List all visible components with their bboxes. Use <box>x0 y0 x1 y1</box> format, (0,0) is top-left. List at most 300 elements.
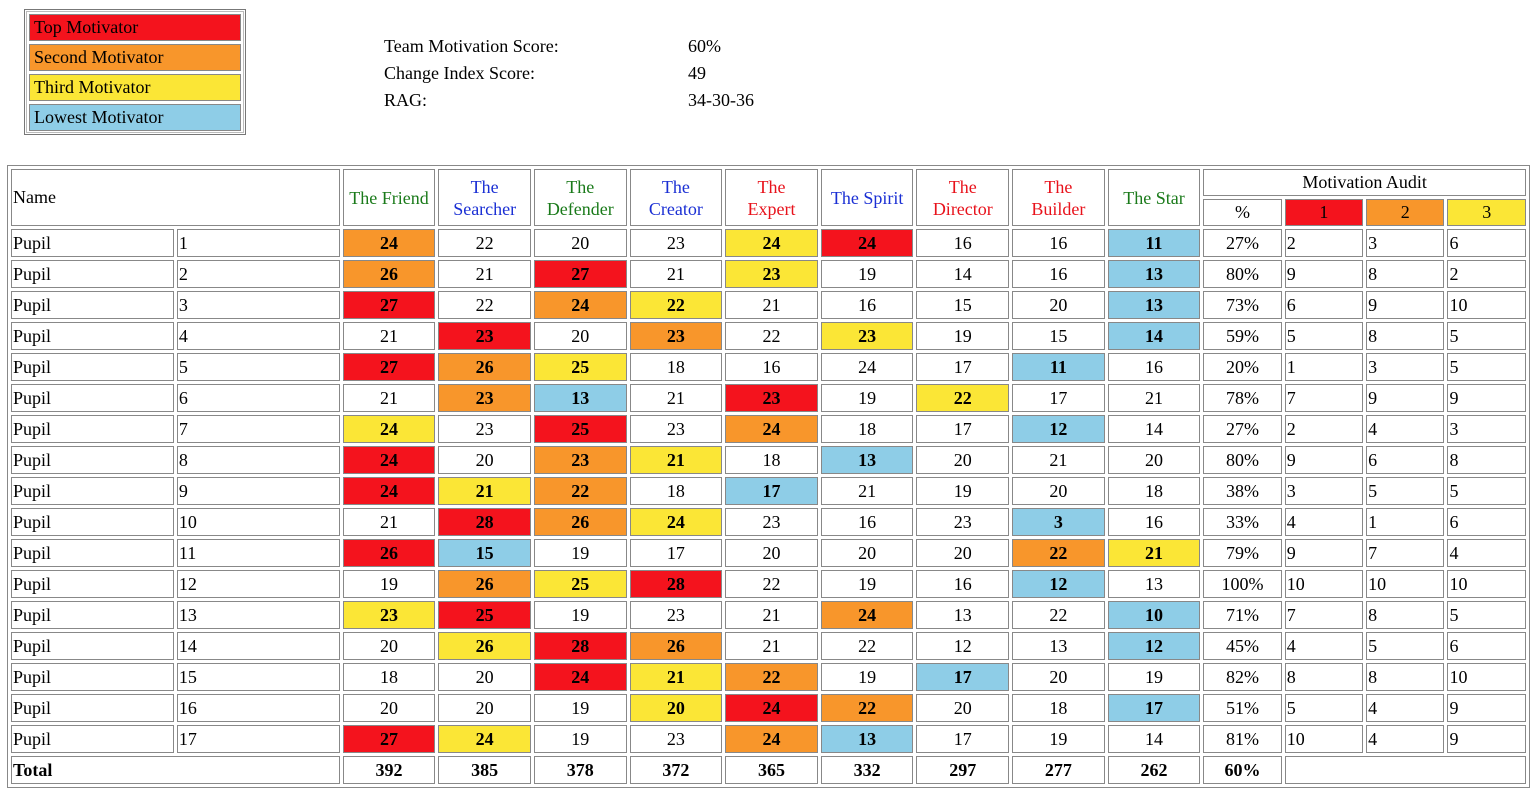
audit-1-cell: 4 <box>1285 508 1363 536</box>
score-cell-star: 14 <box>1108 725 1201 753</box>
score-cell-director: 20 <box>916 539 1009 567</box>
header-builder <box>1012 169 1105 226</box>
audit-1-cell: 10 <box>1285 725 1363 753</box>
audit-3-cell: 3 <box>1447 415 1526 443</box>
audit-3-cell: 9 <box>1447 725 1526 753</box>
table-row <box>11 508 1526 536</box>
score-cell-expert: 23 <box>725 508 818 536</box>
audit-1-cell: 7 <box>1285 601 1363 629</box>
score-cell-defender: 13 <box>534 384 627 412</box>
score-cell-creator: 20 <box>630 694 723 722</box>
score-cell-defender: 19 <box>534 725 627 753</box>
table-row <box>11 539 1526 567</box>
audit-2-cell: 10 <box>1366 570 1444 598</box>
change-index-score-label: Change Index Score: <box>384 63 535 83</box>
score-cell-creator: 23 <box>630 322 723 350</box>
score-cell-defender: 22 <box>534 477 627 505</box>
score-cell-creator: 21 <box>630 384 723 412</box>
total-spirit: 332 <box>821 756 914 784</box>
audit-1-cell: 2 <box>1285 229 1363 257</box>
score-cell-builder: 11 <box>1012 353 1105 381</box>
score-cell-defender: 27 <box>534 260 627 288</box>
rag-value: 34-30-36 <box>688 90 754 110</box>
score-cell-spirit: 24 <box>821 229 914 257</box>
pupil-name-cell: Pupil <box>11 291 174 319</box>
audit-1-cell: 6 <box>1285 291 1363 319</box>
score-cell-star: 18 <box>1108 477 1201 505</box>
score-cell-builder: 16 <box>1012 229 1105 257</box>
audit-percent-cell: 71% <box>1203 601 1281 629</box>
pupil-number-cell: 2 <box>177 260 340 288</box>
audit-3-cell: 2 <box>1447 260 1526 288</box>
table-row <box>11 322 1526 350</box>
audit-percent-cell: 100% <box>1203 570 1281 598</box>
header-builder-line1: The <box>1044 176 1073 197</box>
pupil-name-cell: Pupil <box>11 508 174 536</box>
score-cell-director: 14 <box>916 260 1009 288</box>
score-cell-spirit: 19 <box>821 570 914 598</box>
table-row <box>11 694 1526 722</box>
table-row <box>11 353 1526 381</box>
score-cell-friend: 24 <box>343 477 436 505</box>
header-director <box>916 169 1009 226</box>
score-cell-director: 17 <box>916 415 1009 443</box>
score-cell-spirit: 19 <box>821 384 914 412</box>
header-creator-line1: The <box>661 176 690 197</box>
table-row <box>11 446 1526 474</box>
score-cell-defender: 28 <box>534 632 627 660</box>
score-cell-director: 12 <box>916 632 1009 660</box>
score-cell-star: 12 <box>1108 632 1201 660</box>
score-cell-builder: 18 <box>1012 694 1105 722</box>
score-cell-director: 20 <box>916 446 1009 474</box>
audit-percent-cell: 78% <box>1203 384 1281 412</box>
table-row <box>11 415 1526 443</box>
motivation-audit-header: Motivation Audit <box>1203 169 1526 196</box>
pupil-name-cell: Pupil <box>11 260 174 288</box>
audit-3-cell: 10 <box>1447 291 1526 319</box>
score-cell-star: 13 <box>1108 260 1201 288</box>
score-cell-expert: 22 <box>725 663 818 691</box>
audit-3-cell: 5 <box>1447 601 1526 629</box>
score-cell-star: 14 <box>1108 415 1201 443</box>
score-cell-searcher: 24 <box>438 725 531 753</box>
score-cell-spirit: 22 <box>821 694 914 722</box>
audit-percent-cell: 45% <box>1203 632 1281 660</box>
score-cell-director: 22 <box>916 384 1009 412</box>
audit-1-cell: 8 <box>1285 663 1363 691</box>
audit-percent-cell: 33% <box>1203 508 1281 536</box>
score-cell-searcher: 21 <box>438 260 531 288</box>
audit-2-cell: 8 <box>1366 663 1444 691</box>
score-cell-defender: 25 <box>534 415 627 443</box>
audit-1-cell: 9 <box>1285 446 1363 474</box>
audit-2-cell: 1 <box>1366 508 1444 536</box>
team-motivation-score-row <box>384 33 754 60</box>
pupil-name-cell: Pupil <box>11 415 174 443</box>
audit-1-cell: 5 <box>1285 694 1363 722</box>
header-friend <box>343 169 436 226</box>
score-cell-searcher: 21 <box>438 477 531 505</box>
audit-percent-cell: 82% <box>1203 663 1281 691</box>
score-cell-friend: 20 <box>343 694 436 722</box>
table-row <box>11 260 1526 288</box>
score-cell-director: 13 <box>916 601 1009 629</box>
score-cell-builder: 17 <box>1012 384 1105 412</box>
score-cell-searcher: 26 <box>438 632 531 660</box>
score-cell-defender: 20 <box>534 229 627 257</box>
score-cell-defender: 19 <box>534 694 627 722</box>
header-director-line1: The <box>948 176 977 197</box>
table-row <box>11 384 1526 412</box>
pupil-name-cell: Pupil <box>11 601 174 629</box>
audit-1-cell: 9 <box>1285 539 1363 567</box>
score-cell-star: 19 <box>1108 663 1201 691</box>
pupil-name-cell: Pupil <box>11 446 174 474</box>
audit-3-cell: 5 <box>1447 322 1526 350</box>
pupil-name-cell: Pupil <box>11 353 174 381</box>
score-cell-star: 14 <box>1108 322 1201 350</box>
legend-lowest-motivator: Lowest Motivator <box>29 104 241 131</box>
table-row <box>11 632 1526 660</box>
score-cell-friend: 24 <box>343 229 436 257</box>
score-summary <box>384 33 754 114</box>
score-cell-creator: 23 <box>630 415 723 443</box>
total-expert: 365 <box>725 756 818 784</box>
score-cell-spirit: 23 <box>821 322 914 350</box>
score-cell-searcher: 23 <box>438 322 531 350</box>
total-defender: 378 <box>534 756 627 784</box>
audit-1-cell: 4 <box>1285 632 1363 660</box>
score-cell-expert: 22 <box>725 322 818 350</box>
audit-percent-cell: 79% <box>1203 539 1281 567</box>
header-searcher-line2: Searcher <box>453 198 517 219</box>
audit-percent-header: % <box>1203 199 1281 226</box>
score-cell-searcher: 22 <box>438 291 531 319</box>
header-expert <box>725 169 818 226</box>
score-cell-builder: 15 <box>1012 322 1105 350</box>
score-cell-searcher: 26 <box>438 353 531 381</box>
pupil-number-cell: 8 <box>177 446 340 474</box>
header-searcher-line1: The <box>470 176 499 197</box>
audit-3-cell: 9 <box>1447 384 1526 412</box>
score-cell-builder: 19 <box>1012 725 1105 753</box>
audit-percent-cell: 27% <box>1203 415 1281 443</box>
pupil-number-cell: 4 <box>177 322 340 350</box>
score-cell-director: 16 <box>916 229 1009 257</box>
score-cell-friend: 26 <box>343 539 436 567</box>
score-cell-spirit: 22 <box>821 632 914 660</box>
score-cell-searcher: 22 <box>438 229 531 257</box>
score-cell-spirit: 13 <box>821 446 914 474</box>
header-expert-line1: The <box>757 176 786 197</box>
score-cell-friend: 21 <box>343 508 436 536</box>
score-cell-spirit: 19 <box>821 260 914 288</box>
score-cell-builder: 12 <box>1012 415 1105 443</box>
score-cell-creator: 23 <box>630 725 723 753</box>
total-row <box>11 756 1526 784</box>
audit-2-cell: 4 <box>1366 694 1444 722</box>
score-cell-spirit: 24 <box>821 601 914 629</box>
legend-second-motivator: Second Motivator <box>29 44 241 71</box>
pupil-number-cell: 3 <box>177 291 340 319</box>
audit-1-cell: 10 <box>1285 570 1363 598</box>
score-cell-defender: 24 <box>534 291 627 319</box>
audit-3-header: 3 <box>1447 199 1526 226</box>
score-cell-searcher: 23 <box>438 384 531 412</box>
audit-2-cell: 4 <box>1366 415 1444 443</box>
score-cell-star: 17 <box>1108 694 1201 722</box>
score-cell-star: 20 <box>1108 446 1201 474</box>
audit-2-cell: 8 <box>1366 601 1444 629</box>
score-cell-defender: 26 <box>534 508 627 536</box>
score-cell-star: 21 <box>1108 384 1201 412</box>
audit-1-cell: 1 <box>1285 353 1363 381</box>
score-cell-defender: 25 <box>534 570 627 598</box>
score-cell-builder: 22 <box>1012 539 1105 567</box>
pupil-name-cell: Pupil <box>11 632 174 660</box>
total-label: Total <box>11 756 340 784</box>
audit-1-cell: 2 <box>1285 415 1363 443</box>
pupil-number-cell: 14 <box>177 632 340 660</box>
score-cell-creator: 17 <box>630 539 723 567</box>
audit-1-header: 1 <box>1285 199 1363 226</box>
score-cell-spirit: 16 <box>821 291 914 319</box>
pupil-number-cell: 13 <box>177 601 340 629</box>
legend <box>24 9 246 135</box>
total-audit-empty <box>1285 756 1526 784</box>
table-row <box>11 570 1526 598</box>
pupil-name-cell: Pupil <box>11 570 174 598</box>
total-builder: 277 <box>1012 756 1105 784</box>
score-cell-spirit: 21 <box>821 477 914 505</box>
score-cell-star: 11 <box>1108 229 1201 257</box>
header-creator-line2: Creator <box>648 198 703 219</box>
score-cell-spirit: 24 <box>821 353 914 381</box>
score-cell-builder: 20 <box>1012 663 1105 691</box>
total-star: 262 <box>1108 756 1201 784</box>
score-cell-spirit: 19 <box>821 663 914 691</box>
audit-2-cell: 8 <box>1366 260 1444 288</box>
pupil-name-cell: Pupil <box>11 477 174 505</box>
score-cell-director: 23 <box>916 508 1009 536</box>
audit-2-cell: 7 <box>1366 539 1444 567</box>
header-friend-line1: The Friend <box>349 187 429 208</box>
score-cell-builder: 22 <box>1012 601 1105 629</box>
audit-percent-cell: 27% <box>1203 229 1281 257</box>
score-cell-expert: 21 <box>725 632 818 660</box>
score-cell-director: 20 <box>916 694 1009 722</box>
score-cell-creator: 18 <box>630 477 723 505</box>
header-star <box>1108 169 1201 226</box>
score-cell-creator: 21 <box>630 663 723 691</box>
total-percent: 60% <box>1203 756 1281 784</box>
score-cell-builder: 20 <box>1012 477 1105 505</box>
score-cell-expert: 17 <box>725 477 818 505</box>
score-cell-defender: 20 <box>534 322 627 350</box>
header-director-line2: Director <box>932 198 993 219</box>
score-cell-expert: 21 <box>725 291 818 319</box>
audit-2-cell: 4 <box>1366 725 1444 753</box>
table-row <box>11 663 1526 691</box>
pupil-number-cell: 11 <box>177 539 340 567</box>
header-spirit-line1: The Spirit <box>830 187 904 208</box>
score-cell-defender: 19 <box>534 601 627 629</box>
score-cell-spirit: 20 <box>821 539 914 567</box>
audit-percent-cell: 73% <box>1203 291 1281 319</box>
audit-percent-cell: 80% <box>1203 446 1281 474</box>
score-cell-creator: 23 <box>630 229 723 257</box>
table-row <box>11 601 1526 629</box>
audit-1-cell: 3 <box>1285 477 1363 505</box>
score-cell-creator: 28 <box>630 570 723 598</box>
header-defender <box>534 169 627 226</box>
pupil-name-cell: Pupil <box>11 663 174 691</box>
audit-3-cell: 6 <box>1447 229 1526 257</box>
audit-2-cell: 5 <box>1366 477 1444 505</box>
score-cell-defender: 24 <box>534 663 627 691</box>
header-defender-line2: Defender <box>546 198 614 219</box>
score-cell-builder: 3 <box>1012 508 1105 536</box>
table-row <box>11 477 1526 505</box>
score-cell-creator: 23 <box>630 601 723 629</box>
score-cell-expert: 16 <box>725 353 818 381</box>
change-index-score-value: 49 <box>688 63 706 83</box>
pupil-name-cell: Pupil <box>11 694 174 722</box>
score-cell-creator: 24 <box>630 508 723 536</box>
score-cell-builder: 13 <box>1012 632 1105 660</box>
rag-label: RAG: <box>384 90 428 110</box>
score-cell-searcher: 20 <box>438 446 531 474</box>
table-row <box>11 291 1526 319</box>
pupil-number-cell: 10 <box>177 508 340 536</box>
legend-top-motivator: Top Motivator <box>29 14 241 41</box>
score-cell-expert: 24 <box>725 725 818 753</box>
team-motivation-score-value: 60% <box>688 36 721 56</box>
audit-3-cell: 4 <box>1447 539 1526 567</box>
score-cell-defender: 25 <box>534 353 627 381</box>
pupil-name-cell: Pupil <box>11 229 174 257</box>
score-cell-creator: 26 <box>630 632 723 660</box>
score-cell-friend: 19 <box>343 570 436 598</box>
pupil-number-cell: 7 <box>177 415 340 443</box>
score-cell-expert: 23 <box>725 260 818 288</box>
audit-3-cell: 6 <box>1447 632 1526 660</box>
header-star-line1: The Star <box>1123 187 1185 208</box>
pupil-name-cell: Pupil <box>11 322 174 350</box>
motivation-table <box>7 165 1530 788</box>
audit-percent-cell: 59% <box>1203 322 1281 350</box>
score-cell-expert: 20 <box>725 539 818 567</box>
score-cell-friend: 23 <box>343 601 436 629</box>
score-cell-star: 16 <box>1108 353 1201 381</box>
score-cell-defender: 23 <box>534 446 627 474</box>
score-cell-director: 17 <box>916 725 1009 753</box>
table-row <box>11 725 1526 753</box>
score-cell-builder: 12 <box>1012 570 1105 598</box>
score-cell-friend: 27 <box>343 725 436 753</box>
score-cell-spirit: 13 <box>821 725 914 753</box>
score-cell-friend: 21 <box>343 322 436 350</box>
score-cell-star: 21 <box>1108 539 1201 567</box>
legend-third-motivator: Third Motivator <box>29 74 241 101</box>
audit-2-cell: 8 <box>1366 322 1444 350</box>
score-cell-friend: 24 <box>343 446 436 474</box>
audit-percent-cell: 38% <box>1203 477 1281 505</box>
header-expert-line2: Expert <box>747 198 796 219</box>
score-cell-expert: 21 <box>725 601 818 629</box>
score-cell-searcher: 28 <box>438 508 531 536</box>
audit-3-cell: 10 <box>1447 570 1526 598</box>
score-cell-expert: 24 <box>725 415 818 443</box>
audit-2-cell: 3 <box>1366 229 1444 257</box>
total-director: 297 <box>916 756 1009 784</box>
score-cell-builder: 20 <box>1012 291 1105 319</box>
score-cell-expert: 23 <box>725 384 818 412</box>
score-cell-spirit: 18 <box>821 415 914 443</box>
header-searcher <box>438 169 531 226</box>
header-creator <box>630 169 723 226</box>
score-cell-director: 19 <box>916 322 1009 350</box>
score-cell-creator: 21 <box>630 260 723 288</box>
table-row <box>11 229 1526 257</box>
audit-2-header: 2 <box>1366 199 1444 226</box>
header-defender-line1: The <box>566 176 595 197</box>
score-cell-friend: 27 <box>343 353 436 381</box>
audit-3-cell: 5 <box>1447 477 1526 505</box>
change-index-score-row <box>384 60 754 87</box>
score-cell-friend: 26 <box>343 260 436 288</box>
score-cell-searcher: 20 <box>438 694 531 722</box>
score-cell-director: 15 <box>916 291 1009 319</box>
score-cell-creator: 18 <box>630 353 723 381</box>
score-cell-friend: 24 <box>343 415 436 443</box>
score-cell-expert: 24 <box>725 229 818 257</box>
score-cell-searcher: 15 <box>438 539 531 567</box>
score-cell-defender: 19 <box>534 539 627 567</box>
score-cell-creator: 22 <box>630 291 723 319</box>
audit-1-cell: 9 <box>1285 260 1363 288</box>
score-cell-star: 16 <box>1108 508 1201 536</box>
header-spirit <box>821 169 914 226</box>
score-cell-director: 17 <box>916 663 1009 691</box>
name-header: Name <box>11 169 340 226</box>
pupil-number-cell: 15 <box>177 663 340 691</box>
audit-2-cell: 3 <box>1366 353 1444 381</box>
audit-1-cell: 5 <box>1285 322 1363 350</box>
score-cell-friend: 18 <box>343 663 436 691</box>
audit-3-cell: 9 <box>1447 694 1526 722</box>
audit-3-cell: 8 <box>1447 446 1526 474</box>
score-cell-spirit: 16 <box>821 508 914 536</box>
score-cell-star: 10 <box>1108 601 1201 629</box>
audit-percent-cell: 80% <box>1203 260 1281 288</box>
score-cell-searcher: 26 <box>438 570 531 598</box>
score-cell-director: 17 <box>916 353 1009 381</box>
pupil-number-cell: 12 <box>177 570 340 598</box>
score-cell-friend: 27 <box>343 291 436 319</box>
audit-2-cell: 9 <box>1366 384 1444 412</box>
team-motivation-score-label: Team Motivation Score: <box>384 36 559 56</box>
score-cell-director: 16 <box>916 570 1009 598</box>
audit-percent-cell: 20% <box>1203 353 1281 381</box>
audit-3-cell: 6 <box>1447 508 1526 536</box>
header-builder-line2: Builder <box>1031 198 1086 219</box>
score-cell-expert: 22 <box>725 570 818 598</box>
audit-2-cell: 6 <box>1366 446 1444 474</box>
score-cell-searcher: 20 <box>438 663 531 691</box>
score-cell-friend: 20 <box>343 632 436 660</box>
